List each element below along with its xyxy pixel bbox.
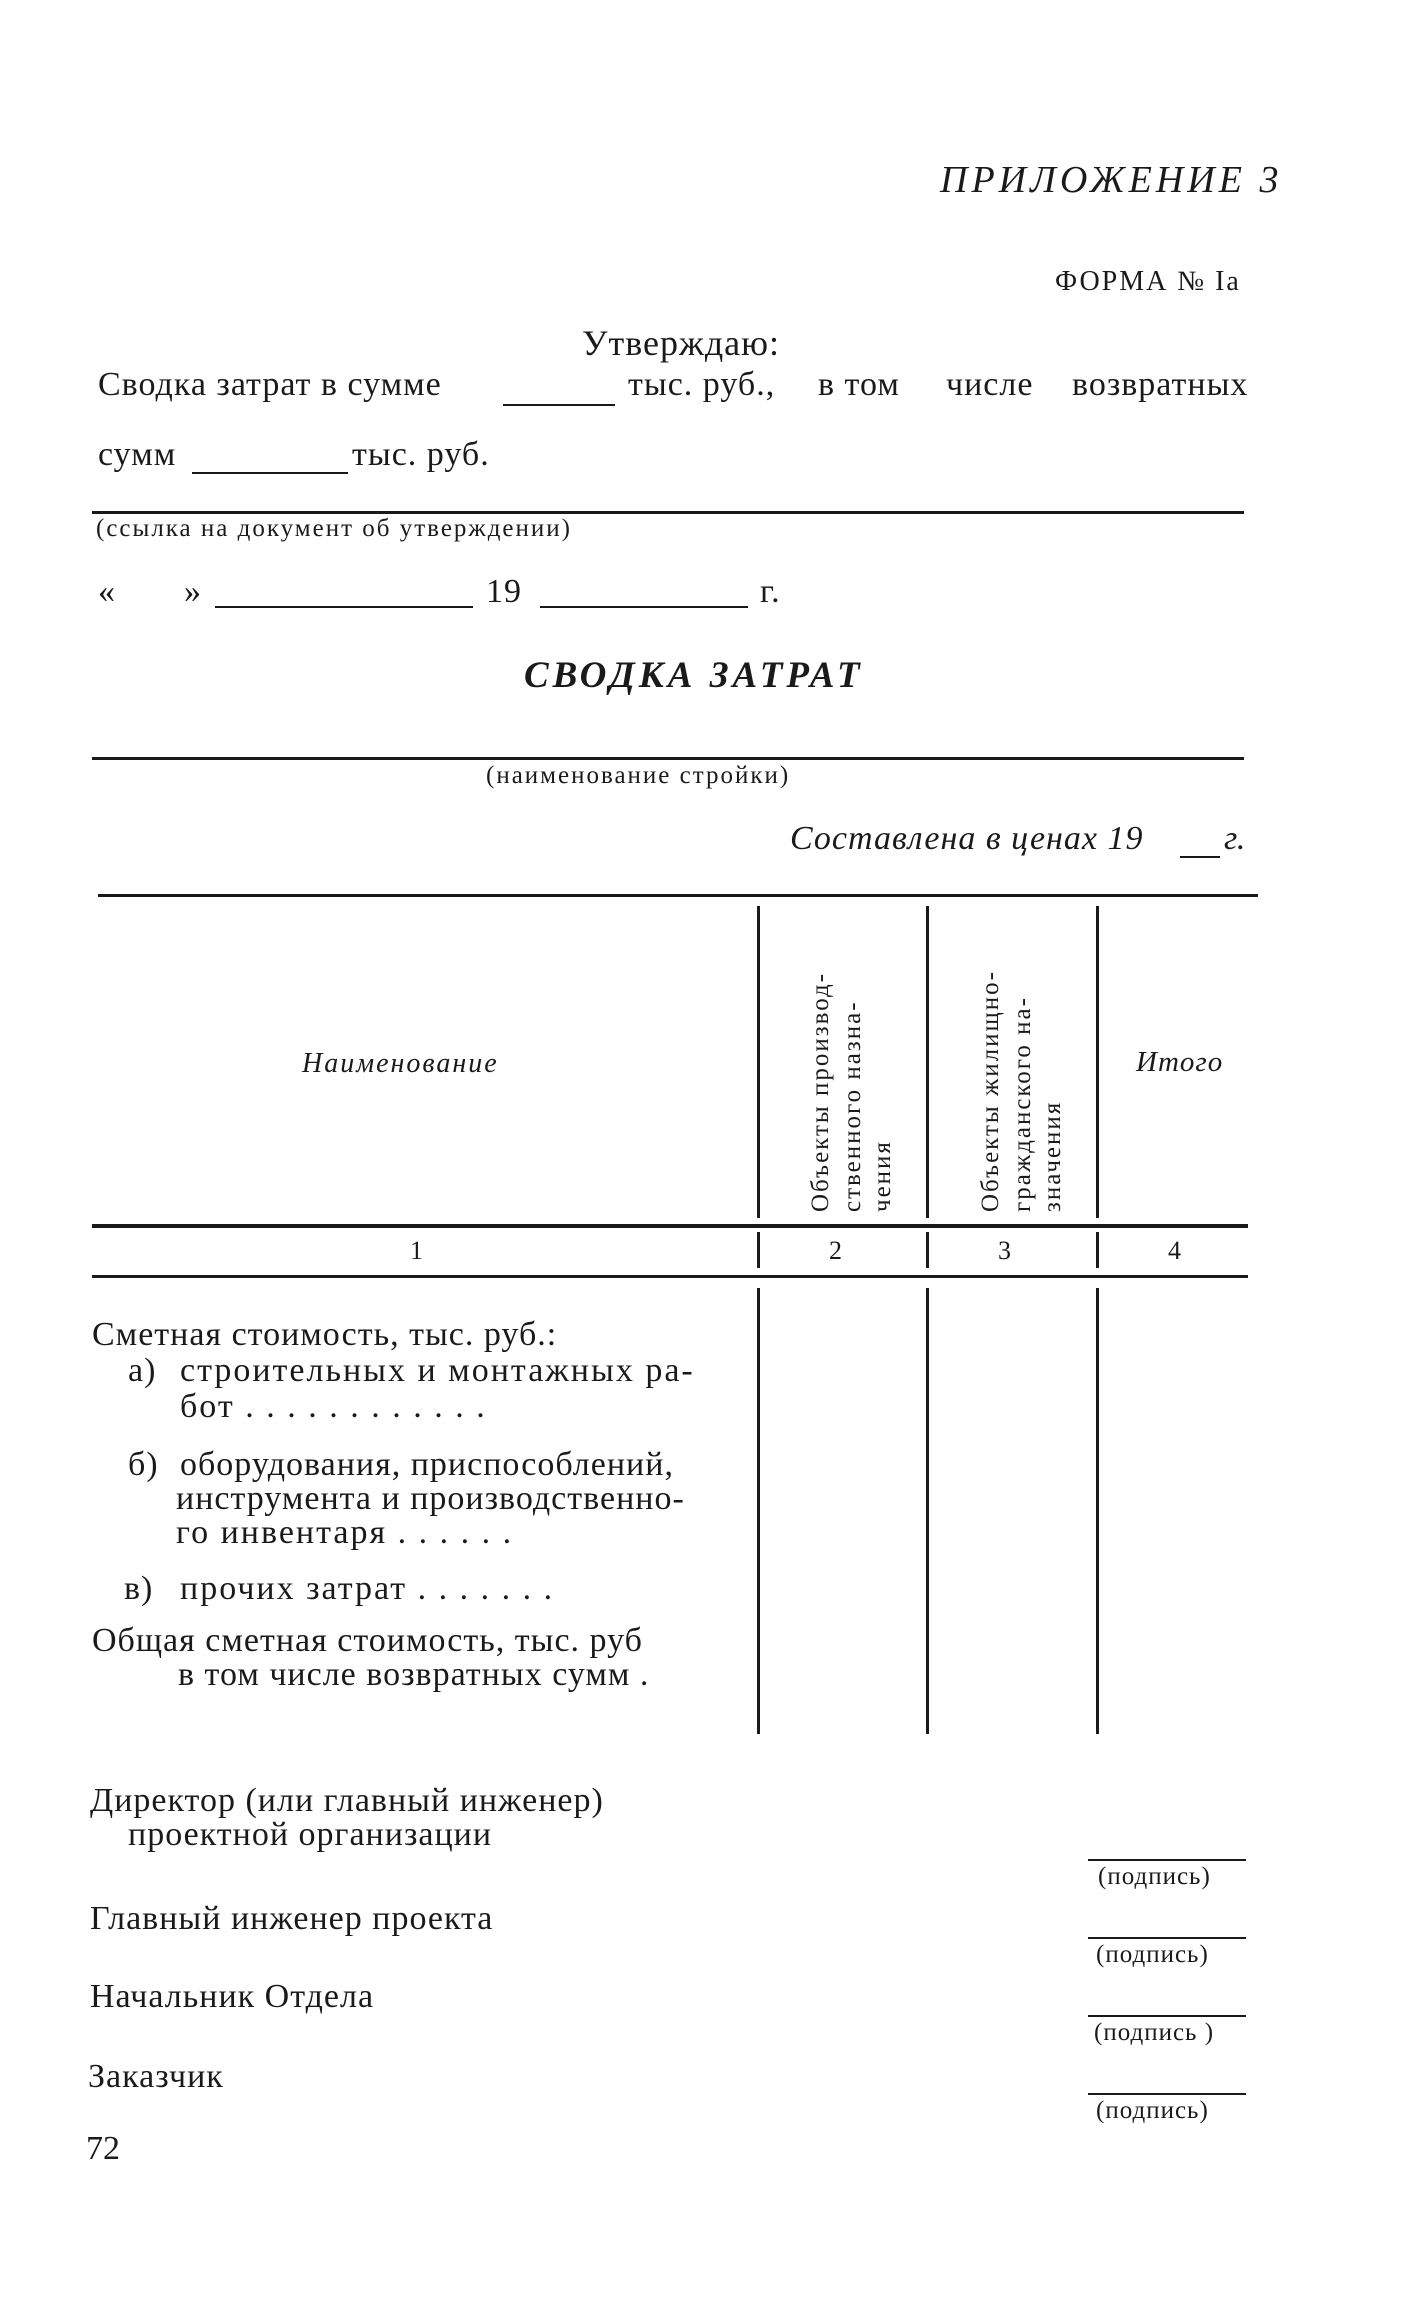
sig-line-4[interactable] xyxy=(1088,2093,1246,2095)
header-housing-line1: Объекты жилищно- xyxy=(977,970,1004,1212)
header-industrial-line3: чения xyxy=(869,1140,896,1212)
construction-caption: (наименование стройки) xyxy=(486,762,791,789)
table-top-border xyxy=(98,894,1258,897)
row-a-line1: строительных и монтажных ра- xyxy=(180,1352,695,1389)
header-bottom-border xyxy=(92,1224,1248,1228)
page-number: 72 xyxy=(86,2130,120,2167)
header-vline-3 xyxy=(1096,906,1099,1218)
num-vline-2 xyxy=(926,1232,929,1268)
sig-chief-engineer: Главный инженер проекта xyxy=(90,1900,494,1937)
approval-line1-c: в том xyxy=(818,366,900,403)
appendix-title: ПРИЛОЖЕНИЕ 3 xyxy=(940,159,1283,201)
row-b-line1: оборудования, приспособлений, xyxy=(180,1446,674,1483)
sig-line-2[interactable] xyxy=(1088,1937,1246,1939)
main-title: СВОДКА ЗАТРАТ xyxy=(524,655,864,696)
sig-line-3[interactable] xyxy=(1088,2015,1246,2017)
approval-line1-d: числе xyxy=(946,366,1034,403)
header-total: Итого xyxy=(1136,1046,1224,1078)
date-day-month-field[interactable] xyxy=(215,606,473,608)
returnable-sum-blank-field[interactable] xyxy=(192,472,348,474)
header-industrial-line1: Объекты производ- xyxy=(807,971,834,1212)
row-b-line3: го инвентаря . . . . . . xyxy=(176,1514,514,1551)
prices-year-field[interactable] xyxy=(1180,856,1220,858)
sig-caption-4: (подпись) xyxy=(1096,2097,1209,2124)
row-a-line2: бот . . . . . . . . . . . . xyxy=(180,1388,487,1425)
col-number-1: 1 xyxy=(410,1236,423,1265)
sig-customer: Заказчик xyxy=(88,2058,224,2095)
prices-line: Составлена в ценах 19 xyxy=(790,820,1144,857)
date-year-field[interactable] xyxy=(540,606,748,608)
num-vline-1 xyxy=(757,1232,760,1268)
row-b-marker: б) xyxy=(128,1446,159,1483)
row-c-marker: в) xyxy=(124,1570,154,1607)
sig-director-line2: проектной организации xyxy=(128,1816,493,1853)
body-vline-2 xyxy=(926,1288,929,1734)
body-vline-3 xyxy=(1096,1288,1099,1734)
date-open-quote: « xyxy=(98,573,116,610)
doc-ref-caption: (ссылка на документ об утверждении) xyxy=(96,515,572,542)
row-total-line2: в том числе возвратных сумм . xyxy=(178,1656,650,1693)
numbers-bottom-border xyxy=(92,1275,1248,1278)
construction-name-line[interactable] xyxy=(92,757,1244,760)
date-close-quote: » xyxy=(184,573,202,610)
col-number-4: 4 xyxy=(1168,1236,1181,1265)
header-housing-line3: значения xyxy=(1039,1100,1066,1212)
row-estimated-cost: Сметная стоимость, тыс. руб.: xyxy=(92,1316,558,1353)
sig-caption-2: (подпись) xyxy=(1096,1941,1209,1968)
header-industrial-line2: ственного назна- xyxy=(839,1000,866,1212)
sig-caption-1: (подпись) xyxy=(1098,1863,1211,1890)
approval-line2-a: сумм xyxy=(98,436,177,473)
approval-line1-e: возвратных xyxy=(1072,366,1249,403)
col-number-2: 2 xyxy=(829,1236,842,1265)
approval-line1-b: тыс. руб., xyxy=(628,366,776,403)
sig-line-1[interactable] xyxy=(1088,1859,1246,1861)
sig-caption-3: (подпись ) xyxy=(1094,2019,1215,2046)
row-b-line2: инструмента и производственно- xyxy=(176,1480,685,1517)
header-name: Наименование xyxy=(302,1048,499,1079)
col-number-3: 3 xyxy=(998,1236,1011,1265)
body-vline-1 xyxy=(757,1288,760,1734)
form-number: ФОРМА № Iа xyxy=(1055,266,1241,297)
header-housing-line2: гражданского на- xyxy=(1009,996,1036,1212)
row-a-marker: а) xyxy=(128,1352,157,1389)
approval-heading: Утверждаю: xyxy=(582,323,781,363)
row-total-line1: Общая сметная стоимость, тыс. руб xyxy=(92,1622,643,1659)
prices-line-suffix: г. xyxy=(1224,820,1246,857)
header-vline-1 xyxy=(757,906,760,1218)
approval-line2-b: тыс. руб. xyxy=(352,436,490,473)
num-vline-3 xyxy=(1096,1232,1099,1268)
date-year-prefix: 19 xyxy=(486,573,522,610)
sig-director-line1: Директор (или главный инженер) xyxy=(90,1782,604,1819)
doc-ref-line[interactable] xyxy=(92,511,1244,514)
approval-line1-a: Сводка затрат в сумме xyxy=(98,366,442,403)
date-suffix: г. xyxy=(760,573,781,610)
header-vline-2 xyxy=(926,906,929,1218)
sum-blank-field[interactable] xyxy=(503,404,615,406)
row-c-line1: прочих затрат . . . . . . . xyxy=(180,1570,555,1607)
sig-head-of-department: Начальник Отдела xyxy=(90,1978,375,2015)
